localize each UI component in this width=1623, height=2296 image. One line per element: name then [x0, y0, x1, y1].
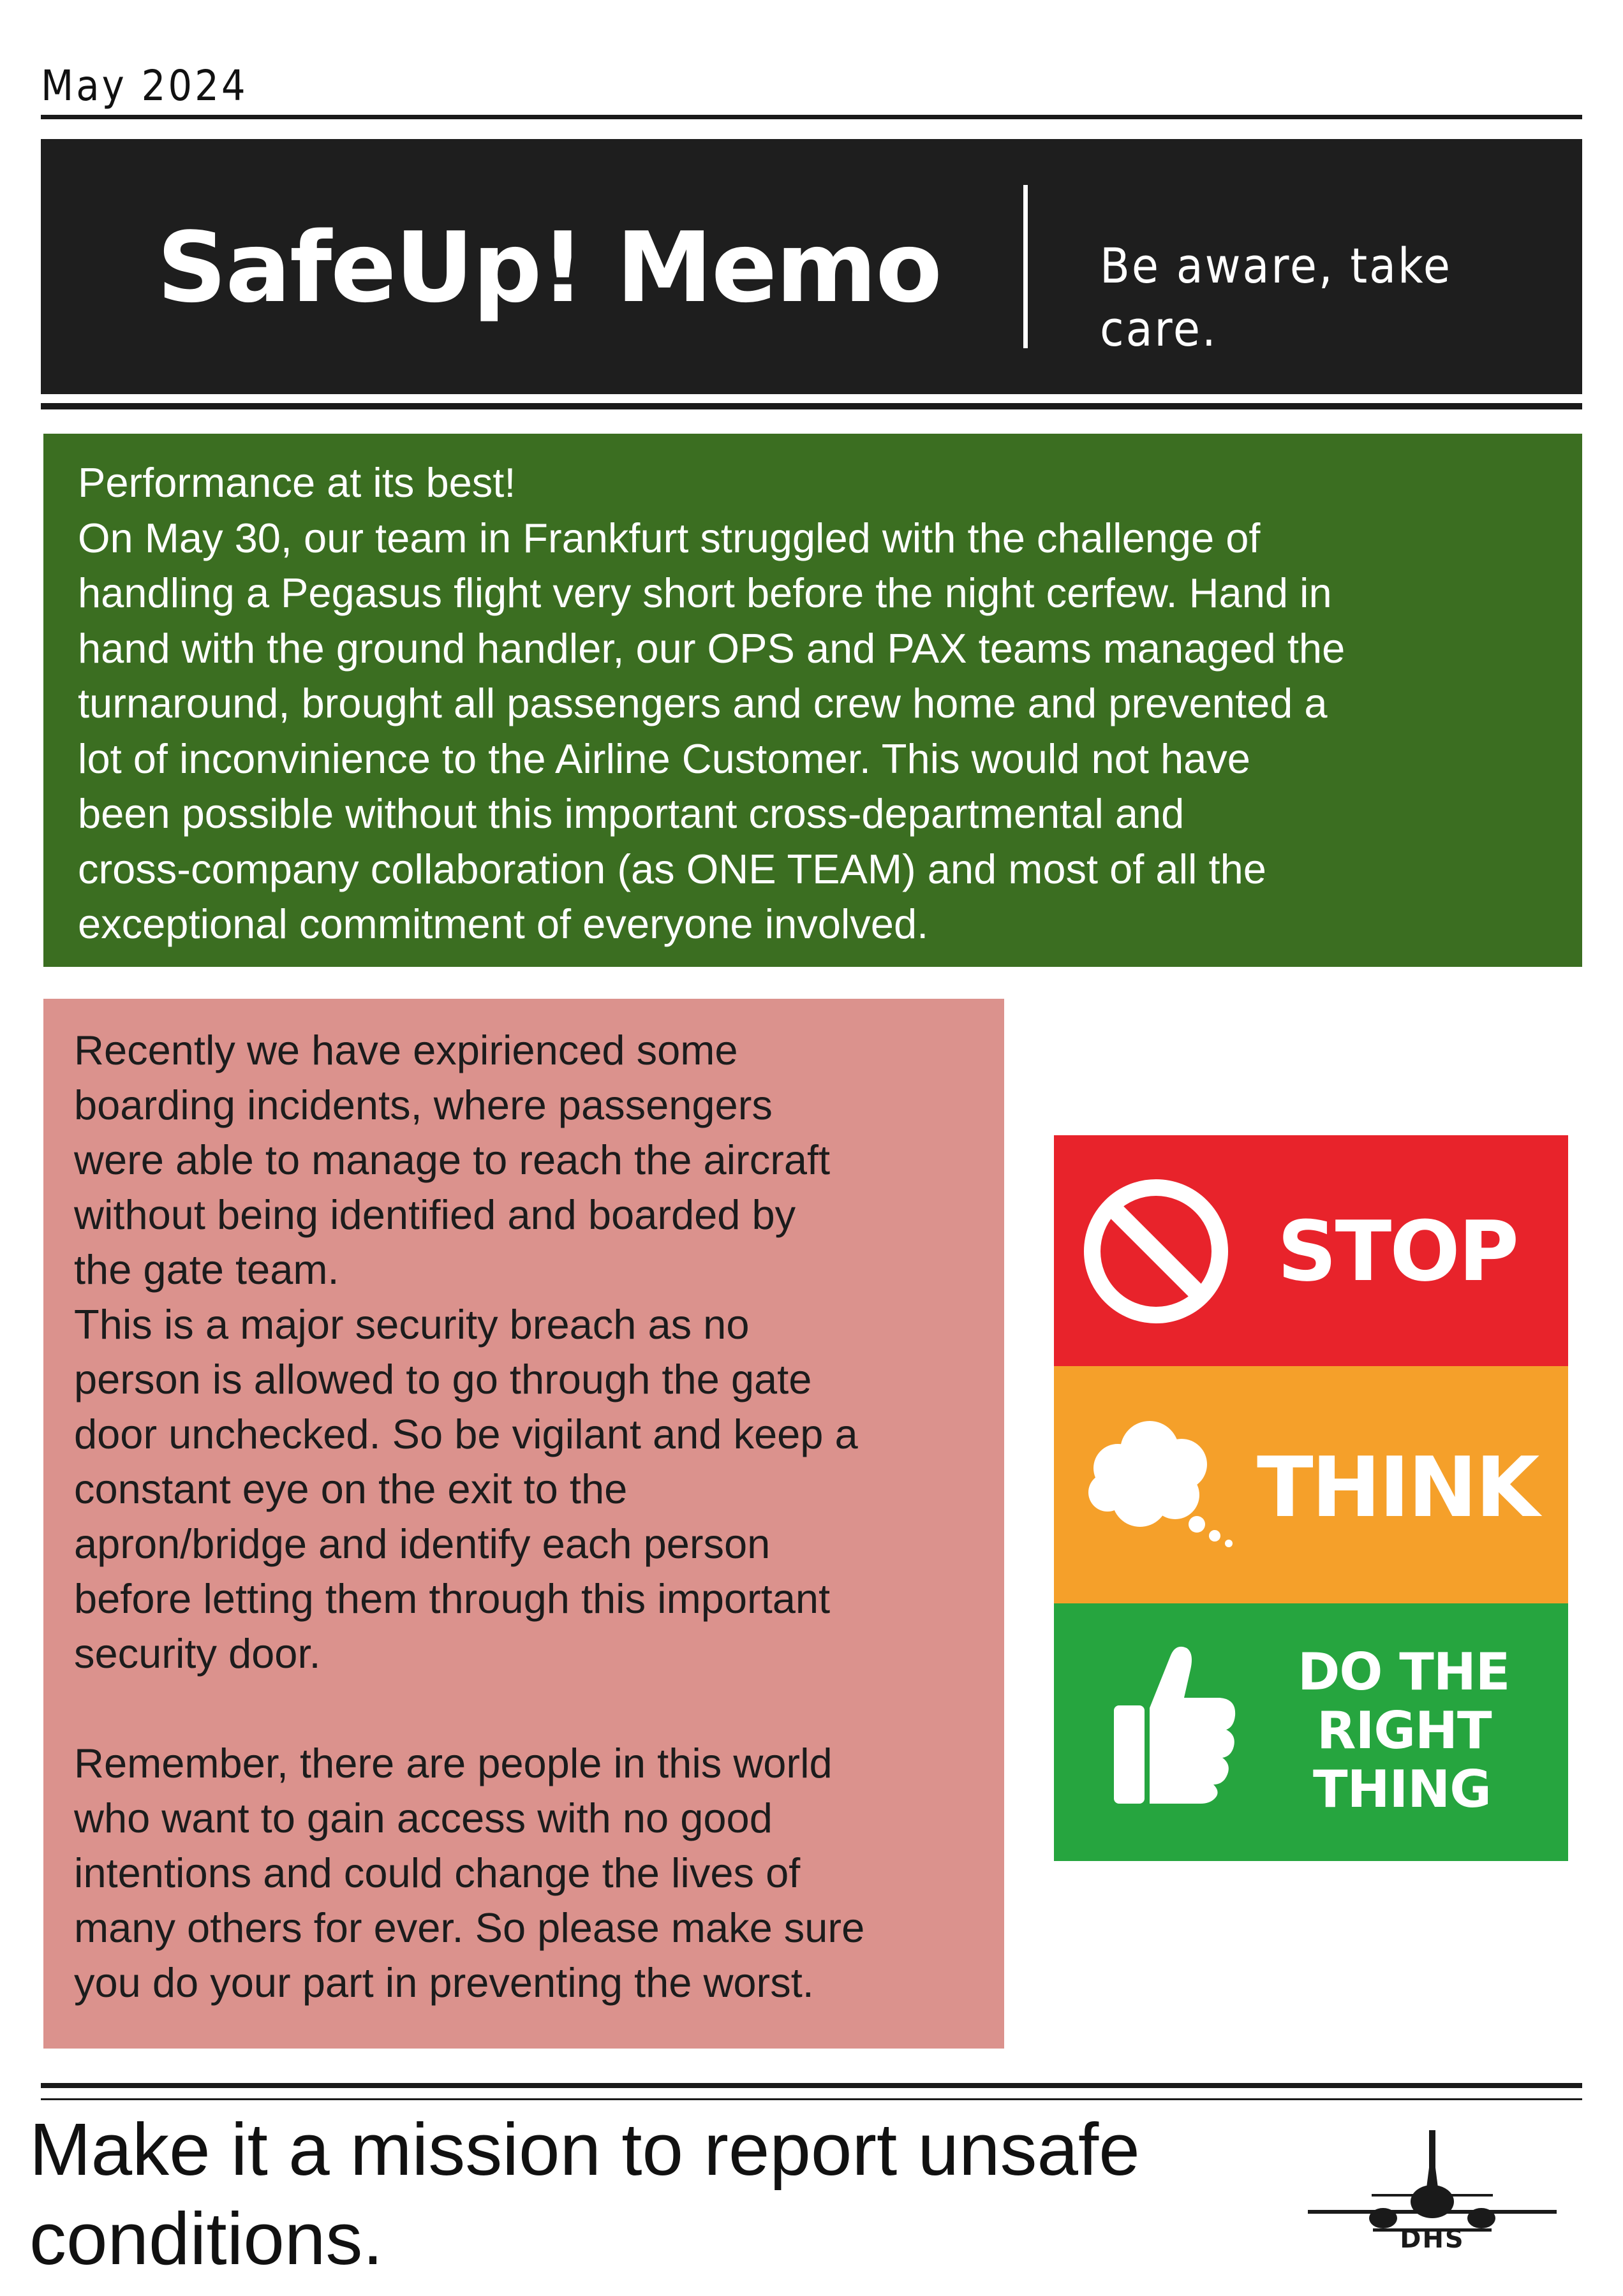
footer-rule-thin — [41, 2098, 1582, 2100]
banner-rule — [41, 403, 1582, 409]
security-text: Recently we have expirienced some boarding incidents, where passengers were able to manage to reach the aircraft without being identified and boarded by the gate team. This is a major security breach as no person is allowed to go through the gate door unchecked. So be vigilant and keep a constant eye on the exit to the apron/bridge and identify each person before letting them through this important security door. Remember, there are people in this world who want to gain access with no good intentions and could change the lives of many others for ever. So please make sure you do your part in preventing the worst. — [74, 1027, 865, 2006]
banner-divider — [1023, 185, 1028, 348]
performance-box — [43, 434, 1582, 967]
security-box — [43, 999, 1004, 2049]
do-label-line-2: RIGHT — [1317, 1701, 1492, 1760]
memo-tagline: Be aware, take care. — [1100, 237, 1452, 357]
stop-panel — [1054, 1135, 1568, 1366]
memo-title: SafeUp! Memo — [157, 211, 941, 324]
thought-cloud-icon — [1079, 1417, 1245, 1564]
thumbs-up-icon — [1111, 1631, 1239, 1804]
top-rule — [41, 115, 1582, 119]
footer-message: Make it a mission to report unsafe conditions. — [29, 2108, 1140, 2280]
stop-think-sign — [1054, 1135, 1568, 1861]
airplane-icon — [1301, 2130, 1563, 2239]
think-panel — [1054, 1366, 1568, 1603]
date-label: May 2024 — [41, 61, 248, 110]
think-label: THINK — [1257, 1439, 1538, 1536]
title-banner — [41, 139, 1582, 394]
performance-text: Performance at its best! On May 30, our team in Frankfurt struggled with the challenge of handling a Pegasus flight very short before the night cerfew. Hand in hand with the ground handler, our OPS and PAX teams managed the turnaround, brought all passengers and crew home and prevented a lot of inconvinience to the Airline Customer. This would not have been possible without this important cross-departmental and cross-company collaboration (as ONE TEAM) and most of all the exceptional commitment of everyone involved. — [78, 459, 1345, 947]
do-label-line-1: DO THE — [1298, 1642, 1510, 1702]
logo-text: DHS — [1400, 2225, 1465, 2254]
prohibited-icon — [1079, 1175, 1233, 1328]
footer-rule-thick — [41, 2083, 1582, 2088]
stop-label: STOP — [1277, 1203, 1518, 1300]
do-panel — [1054, 1603, 1568, 1861]
do-label-line-3: THING — [1313, 1760, 1491, 1819]
company-logo — [1301, 2130, 1563, 2258]
